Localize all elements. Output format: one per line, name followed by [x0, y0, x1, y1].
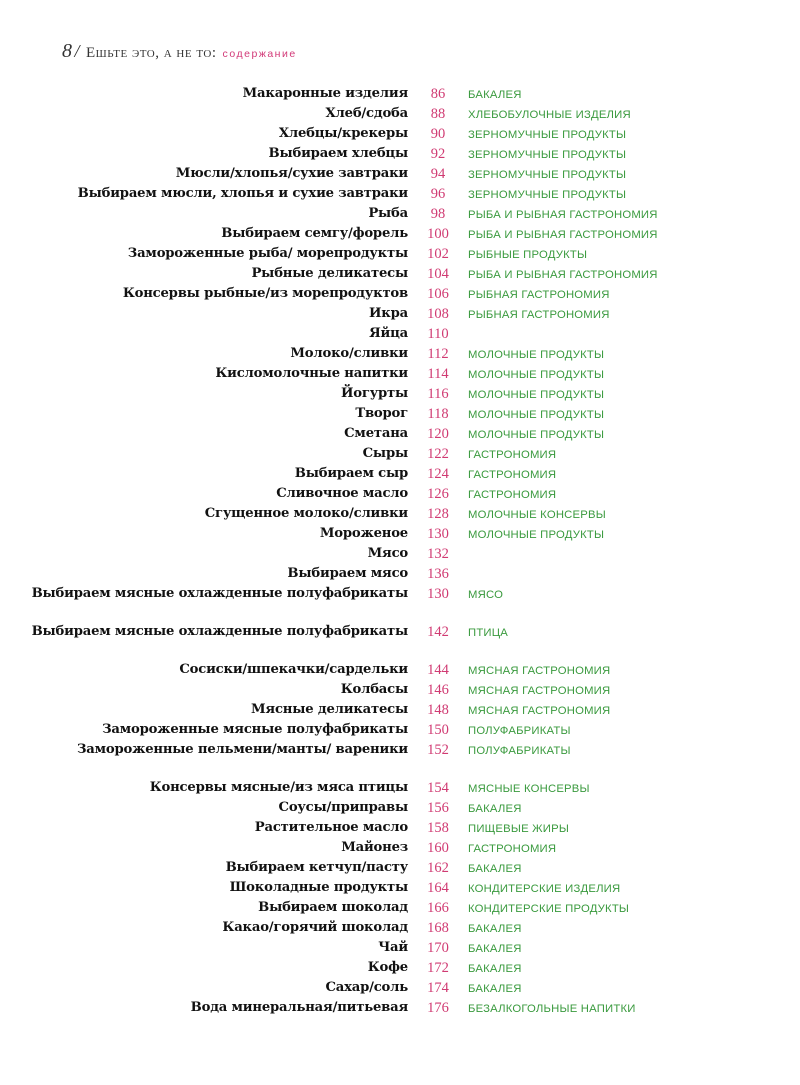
entry-title: Консервы мясные/из мяса птицы — [149, 780, 408, 795]
toc-entry — [0, 899, 800, 919]
toc-entry — [0, 623, 800, 661]
toc-entry — [0, 265, 800, 285]
entry-title: Рыбные деликатесы — [251, 266, 408, 281]
entry-page-number: 174 — [427, 980, 449, 996]
entry-page-number: 120 — [427, 426, 449, 442]
toc-entry — [0, 165, 800, 185]
entry-title: Выбираем мясо — [287, 566, 408, 581]
entry-category: БАКАЛЕЯ — [468, 943, 522, 955]
toc-entry — [0, 741, 800, 779]
entry-title: Выбираем хлебцы — [268, 146, 408, 161]
entry-category: ПОЛУФАБРИКАТЫ — [468, 725, 571, 737]
toc-entry — [0, 859, 800, 879]
entry-category: МОЛОЧНЫЕ ПРОДУКТЫ — [468, 389, 605, 401]
entry-category: БАКАЛЕЯ — [468, 863, 522, 875]
entry-category: МЯСНЫЕ КОНСЕРВЫ — [468, 783, 590, 795]
table-of-contents — [0, 85, 800, 1019]
entry-page-number: 168 — [427, 920, 449, 936]
entry-page-number: 154 — [427, 780, 449, 796]
entry-page-number: 164 — [427, 880, 449, 896]
entry-category: ПОЛУФАБРИКАТЫ — [468, 745, 571, 757]
toc-entry — [0, 485, 800, 505]
entry-page-number: 118 — [427, 406, 449, 422]
entry-page-number: 144 — [427, 662, 449, 678]
toc-entry — [0, 839, 800, 859]
toc-entry — [0, 245, 800, 265]
entry-page-number: 146 — [427, 682, 449, 698]
entry-page-number: 106 — [427, 286, 449, 302]
entry-title: Чай — [378, 940, 408, 955]
entry-category: БАКАЛЕЯ — [468, 803, 522, 815]
entry-category: РЫБА И РЫБНАЯ ГАСТРОНОМИЯ — [468, 229, 658, 241]
toc-entry — [0, 565, 800, 585]
entry-title: Выбираем сыр — [294, 466, 408, 481]
entry-category: ЗЕРНОМУЧНЫЕ ПРОДУКТЫ — [468, 129, 627, 141]
entry-page-number: 110 — [427, 326, 449, 342]
entry-page-number: 124 — [427, 466, 449, 482]
entry-title: Сгущенное молоко/сливки — [204, 506, 408, 521]
entry-category: ГАСТРОНОМИЯ — [468, 843, 557, 855]
entry-page-number: 136 — [427, 566, 449, 582]
entry-category: БАКАЛЕЯ — [468, 963, 522, 975]
toc-entry — [0, 465, 800, 485]
toc-entry — [0, 919, 800, 939]
entry-page-number: 112 — [427, 346, 449, 362]
entry-page-number: 126 — [427, 486, 449, 502]
toc-entry — [0, 799, 800, 819]
entry-page-number: 130 — [427, 586, 449, 602]
toc-entry — [0, 721, 800, 741]
toc-entry — [0, 525, 800, 545]
toc-entry — [0, 505, 800, 525]
entry-title: Макаронные изделия — [242, 86, 408, 101]
toc-entry — [0, 145, 800, 165]
entry-page-number: 128 — [427, 506, 449, 522]
toc-entry — [0, 305, 800, 325]
toc-entry — [0, 345, 800, 365]
entry-title: Сливочное масло — [276, 486, 408, 501]
toc-entry — [0, 85, 800, 105]
entry-title: Яйца — [369, 326, 408, 341]
toc-entry — [0, 325, 800, 345]
toc-entry — [0, 661, 800, 681]
entry-title: Мясные деликатесы — [251, 702, 408, 717]
entry-page-number: 86 — [430, 86, 446, 102]
entry-page-number: 114 — [427, 366, 449, 382]
entry-title: Замороженные мясные полуфабрикаты — [102, 722, 408, 737]
entry-title: Йогурты — [341, 386, 408, 401]
entry-category: РЫБНАЯ ГАСТРОНОМИЯ — [468, 289, 610, 301]
entry-category: ГАСТРОНОМИЯ — [468, 489, 557, 501]
entry-title: Выбираем шоколад — [258, 900, 408, 915]
toc-entry — [0, 385, 800, 405]
entry-page-number: 166 — [427, 900, 449, 916]
entry-title: Выбираем мясные охлажденные полуфабрикаты — [31, 624, 408, 639]
entry-title: Майонез — [341, 840, 408, 855]
entry-category: РЫБА И РЫБНАЯ ГАСТРОНОМИЯ — [468, 269, 658, 281]
toc-entry — [0, 979, 800, 999]
entry-title: Растительное масло — [254, 820, 408, 835]
entry-title: Колбасы — [340, 682, 408, 697]
entry-page-number: 152 — [427, 742, 449, 758]
toc-entry — [0, 701, 800, 721]
entry-title: Мясо — [367, 546, 408, 561]
toc-entry — [0, 185, 800, 205]
book-title: Ешьте это, а не то: — [86, 45, 217, 61]
entry-page-number: 172 — [427, 960, 449, 976]
toc-entry — [0, 879, 800, 899]
entry-page-number: 142 — [427, 624, 449, 640]
entry-category: ЗЕРНОМУЧНЫЕ ПРОДУКТЫ — [468, 149, 627, 161]
entry-category: МОЛОЧНЫЕ ПРОДУКТЫ — [468, 429, 605, 441]
entry-page-number: 156 — [427, 800, 449, 816]
entry-category: МЯСНАЯ ГАСТРОНОМИЯ — [468, 685, 611, 697]
entry-title: Выбираем кетчуп/пасту — [225, 860, 408, 875]
entry-page-number: 160 — [427, 840, 449, 856]
entry-category: РЫБНЫЕ ПРОДУКТЫ — [468, 249, 588, 261]
entry-page-number: 122 — [427, 446, 449, 462]
toc-entry — [0, 545, 800, 565]
entry-page-number: 108 — [427, 306, 449, 322]
entry-category: КОНДИТЕРСКИЕ ПРОДУКТЫ — [468, 903, 630, 915]
entry-title: Консервы рыбные/из морепродуктов — [122, 286, 408, 301]
entry-page-number: 100 — [427, 226, 449, 242]
entry-title: Вода минеральная/питьевая — [190, 1000, 408, 1015]
entry-title: Выбираем семгу/форель — [221, 226, 408, 241]
entry-category: РЫБНАЯ ГАСТРОНОМИЯ — [468, 309, 610, 321]
entry-page-number: 170 — [427, 940, 449, 956]
toc-entry — [0, 125, 800, 145]
entry-category: ПТИЦА — [468, 627, 509, 639]
entry-page-number: 102 — [427, 246, 449, 262]
entry-page-number: 130 — [427, 526, 449, 542]
entry-title: Соусы/приправы — [278, 800, 408, 815]
page-number: 8 — [62, 40, 73, 62]
entry-page-number: 116 — [427, 386, 449, 402]
entry-title: Молоко/сливки — [290, 346, 408, 361]
entry-category: МЯСНАЯ ГАСТРОНОМИЯ — [468, 665, 611, 677]
entry-title: Мороженое — [319, 526, 408, 541]
entry-category: ГАСТРОНОМИЯ — [468, 449, 557, 461]
entry-category: МОЛОЧНЫЕ КОНСЕРВЫ — [468, 509, 606, 521]
toc-entry — [0, 585, 800, 623]
entry-title: Икра — [369, 306, 408, 321]
entry-page-number: 158 — [427, 820, 449, 836]
toc-entry — [0, 939, 800, 959]
toc-entry — [0, 205, 800, 225]
entry-category: МЯСНАЯ ГАСТРОНОМИЯ — [468, 705, 611, 717]
entry-category: ЗЕРНОМУЧНЫЕ ПРОДУКТЫ — [468, 189, 627, 201]
toc-entry — [0, 445, 800, 465]
entry-page-number: 176 — [427, 1000, 449, 1016]
entry-title: Кофе — [367, 960, 408, 975]
toc-entry — [0, 285, 800, 305]
entry-category: РЫБА И РЫБНАЯ ГАСТРОНОМИЯ — [468, 209, 658, 221]
entry-page-number: 98 — [430, 206, 446, 222]
entry-category: МОЛОЧНЫЕ ПРОДУКТЫ — [468, 409, 605, 421]
entry-title: Шоколадные продукты — [229, 880, 408, 895]
toc-entry — [0, 425, 800, 445]
entry-page-number: 150 — [427, 722, 449, 738]
entry-page-number: 162 — [427, 860, 449, 876]
entry-title: Творог — [355, 406, 408, 421]
entry-category: ЗЕРНОМУЧНЫЕ ПРОДУКТЫ — [468, 169, 627, 181]
entry-category: БАКАЛЕЯ — [468, 923, 522, 935]
entry-title: Хлеб/сдоба — [325, 106, 408, 121]
entry-category: ГАСТРОНОМИЯ — [468, 469, 557, 481]
entry-title: Хлебцы/крекеры — [278, 126, 408, 141]
entry-title: Сахар/соль — [325, 980, 408, 995]
entry-title: Мюсли/хлопья/сухие завтраки — [175, 166, 408, 181]
entry-title: Замороженные рыба/ морепродукты — [127, 246, 408, 261]
entry-category: ПИЩЕВЫЕ ЖИРЫ — [468, 823, 570, 835]
toc-entry — [0, 405, 800, 425]
entry-title: Рыба — [368, 206, 408, 221]
toc-entry — [0, 819, 800, 839]
entry-category: БЕЗАЛКОГОЛЬНЫЕ НАПИТКИ — [468, 1003, 636, 1015]
toc-entry — [0, 225, 800, 245]
entry-title: Выбираем мюсли, хлопья и сухие завтраки — [77, 186, 408, 201]
entry-title: Сыры — [362, 446, 408, 461]
entry-category: БАКАЛЕЯ — [468, 983, 522, 995]
toc-entry — [0, 779, 800, 799]
entry-page-number: 132 — [427, 546, 449, 562]
entry-page-number: 148 — [427, 702, 449, 718]
entry-title: Сосиски/шпекачки/сардельки — [179, 662, 408, 677]
entry-category: МОЛОЧНЫЕ ПРОДУКТЫ — [468, 349, 605, 361]
toc-entry — [0, 959, 800, 979]
page-header — [62, 40, 297, 63]
entry-category: ХЛЕБОБУЛОЧНЫЕ ИЗДЕЛИЯ — [468, 109, 631, 121]
header-slash: / — [74, 41, 81, 61]
entry-category: МЯСО — [468, 589, 504, 601]
toc-entry — [0, 365, 800, 385]
entry-title: Сметана — [344, 426, 408, 441]
entry-page-number: 90 — [430, 126, 446, 142]
entry-page-number: 104 — [427, 266, 449, 282]
entry-title: Кисломолочные напитки — [215, 366, 408, 381]
entry-category: БАКАЛЕЯ — [468, 89, 522, 101]
entry-page-number: 94 — [430, 166, 446, 182]
entry-category: МОЛОЧНЫЕ ПРОДУКТЫ — [468, 529, 605, 541]
entry-category: МОЛОЧНЫЕ ПРОДУКТЫ — [468, 369, 605, 381]
entry-page-number: 92 — [430, 146, 446, 162]
toc-entry — [0, 681, 800, 701]
toc-entry — [0, 105, 800, 125]
entry-page-number: 96 — [430, 186, 446, 202]
entry-title: Выбираем мясные охлажденные полуфабрикаты — [31, 586, 408, 601]
section-title: содержание — [222, 48, 297, 60]
entry-category: КОНДИТЕРСКИЕ ИЗДЕЛИЯ — [468, 883, 621, 895]
entry-title: Замороженные пельмени/манты/ вареники — [76, 742, 408, 757]
toc-entry — [0, 999, 800, 1019]
entry-page-number: 88 — [430, 106, 446, 122]
entry-title: Какао/горячий шоколад — [222, 920, 408, 935]
